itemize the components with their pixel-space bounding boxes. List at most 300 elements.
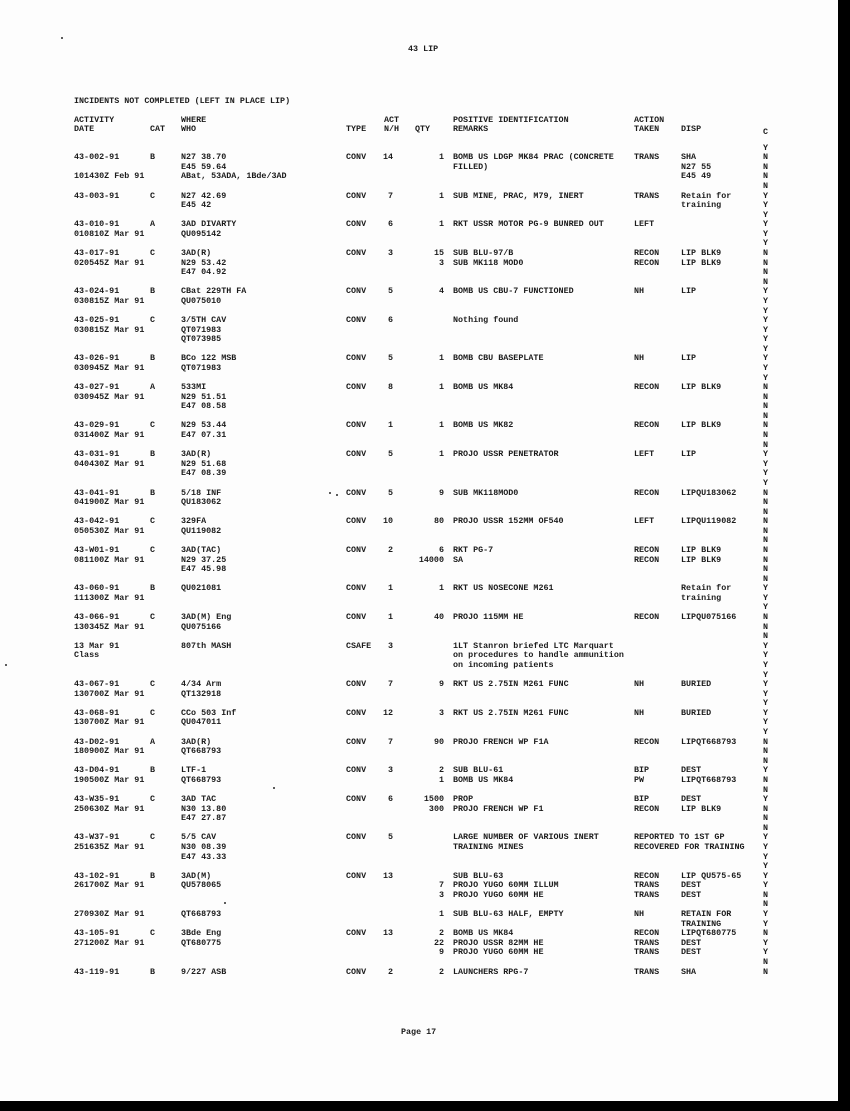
record-activity: 130700Z Mar 91 xyxy=(74,688,145,699)
record-action: BIP xyxy=(634,765,650,776)
c-flag: Y xyxy=(763,679,769,690)
scan-speck xyxy=(336,494,338,496)
record-type: CONV xyxy=(346,583,367,594)
c-flag: Y xyxy=(763,650,769,661)
column-header-cat: CAT xyxy=(150,124,166,134)
c-flag: Y xyxy=(763,219,769,230)
record-activity: 130345Z Mar 91 xyxy=(74,621,145,632)
record-qty: 3 xyxy=(438,707,444,718)
record-activity: 020545Z Mar 91 xyxy=(74,257,145,268)
c-flag: Y xyxy=(763,870,769,881)
record-cat: B xyxy=(150,353,156,364)
c-flag: Y xyxy=(763,841,769,852)
c-flag: Y xyxy=(763,353,769,364)
record-cat: B xyxy=(150,152,156,163)
record-activity: 030815Z Mar 91 xyxy=(74,295,145,306)
record-cat: A xyxy=(150,382,156,393)
record-where: 3AD(M) xyxy=(181,870,212,881)
record-action: RECON xyxy=(634,545,660,555)
record-disp: LIP BLK9 xyxy=(681,545,722,555)
record-action: RECON xyxy=(634,248,660,258)
c-flag: Y xyxy=(763,209,769,220)
c-flag: N xyxy=(763,554,769,565)
record-remarks: PROJO FRENCH WP F1 xyxy=(453,803,544,814)
record-where: E47 07.31 xyxy=(181,430,227,440)
c-flag: Y xyxy=(763,343,769,354)
record-disp: DEST xyxy=(681,947,702,958)
record-activity: 43-024-91 xyxy=(74,286,120,297)
record-cat: A xyxy=(150,219,156,230)
c-flag: Y xyxy=(763,295,769,306)
record-disp: DEST xyxy=(681,794,702,804)
record-remarks: Nothing found xyxy=(453,315,519,325)
record-type: CONV xyxy=(346,248,367,258)
c-flag: Y xyxy=(763,688,769,699)
column-header-who: WHO xyxy=(181,124,197,134)
record-where: N29 51.51 xyxy=(181,391,227,402)
record-where: QT668793 xyxy=(181,746,222,757)
record-qty: 6 xyxy=(438,545,444,555)
record-disp: LIP xyxy=(681,353,697,364)
record-qty: 1500 xyxy=(423,794,444,804)
column-header-activity: ACTIVITY xyxy=(74,115,115,125)
c-flag: N xyxy=(763,956,769,967)
record-where: QU095142 xyxy=(181,228,222,239)
record-activity: 050530Z Mar 91 xyxy=(74,525,145,536)
record-qty: 2 xyxy=(438,765,444,776)
c-flag: N xyxy=(763,382,769,393)
c-flag: Y xyxy=(763,200,769,211)
record-qty: 1 xyxy=(438,382,444,393)
record-remarks: on incoming patients xyxy=(453,659,554,670)
c-flag: N xyxy=(763,391,769,402)
record-where: N29 53.42 xyxy=(181,257,227,268)
c-flag: N xyxy=(763,410,769,421)
record-activity: 43-017-91 xyxy=(74,248,120,258)
record-action: LEFT xyxy=(634,449,655,460)
record-remarks: PROJO YUGO 60MM HE xyxy=(453,947,544,958)
record-nh: 3 xyxy=(387,640,393,651)
scan-edge-bottom xyxy=(0,1101,850,1111)
record-where: 3AD(TAC) xyxy=(181,545,222,555)
record-disp: LIPQT668793 xyxy=(681,736,737,747)
c-flag: Y xyxy=(763,372,769,383)
record-disp: LIP xyxy=(681,286,697,297)
record-activity: 43-068-91 xyxy=(74,707,120,718)
c-flag: Y xyxy=(763,449,769,460)
record-disp: Retain for xyxy=(681,190,732,201)
record-nh: 5 xyxy=(387,286,393,297)
record-action: NH xyxy=(634,679,645,690)
c-flag: Y xyxy=(763,334,769,345)
c-flag: N xyxy=(763,430,769,440)
record-activity: 43-102-91 xyxy=(74,870,120,881)
c-flag: Y xyxy=(763,286,769,297)
record-action: RECOVERED FOR TRAINING xyxy=(634,841,745,852)
record-cat: C xyxy=(150,516,156,527)
column-header-date: DATE xyxy=(74,124,95,134)
column-header-positive-identification: POSITIVE IDENTIFICATION xyxy=(453,115,569,125)
record-where: 3AD(M) Eng xyxy=(181,612,232,622)
record-qty: 1 xyxy=(438,583,444,594)
record-activity: 180900Z Mar 91 xyxy=(74,746,145,757)
record-qty: 300 xyxy=(428,803,444,814)
record-qty: 9 xyxy=(438,947,444,958)
record-disp: LIPQT680775 xyxy=(681,928,737,939)
record-where: QT680775 xyxy=(181,937,222,948)
c-flag: Y xyxy=(763,305,769,316)
record-remarks: PROJO 115MM HE xyxy=(453,612,524,622)
record-remarks: RKT US 2.75IN M261 FUNC xyxy=(453,679,569,690)
record-remarks: LAUNCHERS RPG-7 xyxy=(453,966,529,977)
record-cat: C xyxy=(150,679,156,690)
record-cat: C xyxy=(150,612,156,622)
record-where: 807th MASH xyxy=(181,640,232,651)
c-flag: N xyxy=(763,257,769,268)
record-where: E47 08.58 xyxy=(181,401,227,412)
c-flag: Y xyxy=(763,909,769,919)
record-nh: 5 xyxy=(387,832,393,843)
record-where: E47 43.33 xyxy=(181,851,227,862)
c-flag: N xyxy=(763,621,769,632)
record-activity: 101430Z Feb 91 xyxy=(74,171,145,182)
record-nh: 1 xyxy=(387,420,393,431)
record-where: QU021081 xyxy=(181,583,222,594)
record-action: RECON xyxy=(634,736,660,747)
record-where: N29 51.68 xyxy=(181,458,227,469)
record-disp: LIPQT668793 xyxy=(681,774,737,785)
record-where: 3AD(R) xyxy=(181,248,212,258)
record-cat: C xyxy=(150,420,156,431)
c-flag: Y xyxy=(763,717,769,728)
record-action: RECON xyxy=(634,554,660,565)
record-where: ABat, 53ADA, 1Bde/3AD xyxy=(181,171,287,182)
record-activity: 43-D02-91 xyxy=(74,736,120,747)
record-action: TRANS xyxy=(634,190,660,201)
c-flag: N xyxy=(763,746,769,757)
c-flag: N xyxy=(763,631,769,642)
column-header-c: C xyxy=(763,127,769,137)
record-action: TRANS xyxy=(634,880,660,891)
record-cat: B xyxy=(150,487,156,498)
column-header-remarks: REMARKS xyxy=(453,124,489,134)
record-disp: Retain for xyxy=(681,583,732,594)
record-nh: 6 xyxy=(387,315,393,325)
c-flag: N xyxy=(763,497,769,508)
record-action: RECON xyxy=(634,487,660,498)
record-activity: 041900Z Mar 91 xyxy=(74,497,145,508)
record-disp: training xyxy=(681,200,722,211)
record-action: NH xyxy=(634,707,645,718)
record-where: E47 45.98 xyxy=(181,564,227,575)
record-disp: LIP BLK9 xyxy=(681,257,722,268)
record-action: NH xyxy=(634,353,645,364)
c-flag: N xyxy=(763,248,769,258)
record-remarks: BOMB US CBU-7 FUNCTIONED xyxy=(453,286,574,297)
record-remarks: PROJO USSR PENETRATOR xyxy=(453,449,559,460)
c-flag: N xyxy=(763,822,769,833)
c-flag: Y xyxy=(763,190,769,201)
record-type: CONV xyxy=(346,516,367,527)
record-qty: 1 xyxy=(438,190,444,201)
record-type: CONV xyxy=(346,190,367,201)
record-where: N27 42.69 xyxy=(181,190,227,201)
record-qty: 40 xyxy=(433,612,444,622)
record-nh: 2 xyxy=(387,545,393,555)
c-flag: Y xyxy=(763,142,769,153)
record-disp: DEST xyxy=(681,880,702,891)
record-where: QT668793 xyxy=(181,909,222,919)
record-disp: SHA xyxy=(681,152,697,163)
c-flag: N xyxy=(763,276,769,287)
record-qty: 7 xyxy=(438,880,444,891)
record-where: 3AD(R) xyxy=(181,449,212,460)
record-activity: 270930Z Mar 91 xyxy=(74,909,145,919)
record-type: CONV xyxy=(346,219,367,230)
record-action: LEFT xyxy=(634,516,655,527)
record-action: RECON xyxy=(634,928,660,939)
c-flag: N xyxy=(763,506,769,517)
c-flag: N xyxy=(763,180,769,191)
record-nh: 13 xyxy=(382,870,393,881)
record-type: CONV xyxy=(346,832,367,843)
record-where: CCo 503 Inf xyxy=(181,707,237,718)
record-activity: Class xyxy=(74,650,100,661)
record-qty: 2 xyxy=(438,966,444,977)
record-action: RECON xyxy=(634,870,660,881)
record-where: 3AD(R) xyxy=(181,736,212,747)
record-action: BIP xyxy=(634,794,650,804)
record-disp: LIP BLK9 xyxy=(681,420,722,431)
record-activity: 13 Mar 91 xyxy=(74,640,120,651)
record-qty: 90 xyxy=(433,736,444,747)
c-flag: N xyxy=(763,545,769,555)
record-action: TRANS xyxy=(634,966,660,977)
c-flag: Y xyxy=(763,765,769,776)
record-activity: 43-W01-91 xyxy=(74,545,120,555)
record-where: E45 42 xyxy=(181,200,212,211)
record-remarks: TRAINING MINES xyxy=(453,841,524,852)
record-remarks: PROP xyxy=(453,794,474,804)
c-flag: Y xyxy=(763,918,769,929)
record-action: RECON xyxy=(634,257,660,268)
c-flag: N xyxy=(763,736,769,747)
record-where: QT073985 xyxy=(181,334,222,345)
column-header-taken: TAKEN xyxy=(634,124,660,134)
record-type: CONV xyxy=(346,449,367,460)
record-where: N30 13.80 xyxy=(181,803,227,814)
record-where: QU075010 xyxy=(181,295,222,306)
c-flag: N xyxy=(763,803,769,814)
record-disp: LIP BLK9 xyxy=(681,382,722,393)
c-flag: Y xyxy=(763,698,769,709)
record-action: TRANS xyxy=(634,937,660,948)
record-cat: C xyxy=(150,190,156,201)
record-action: NH xyxy=(634,909,645,919)
c-flag: Y xyxy=(763,324,769,335)
record-activity: 43-010-91 xyxy=(74,219,120,230)
record-where: E45 59.64 xyxy=(181,161,227,172)
c-flag: Y xyxy=(763,362,769,373)
record-where: QU075166 xyxy=(181,621,222,632)
record-activity: 43-041-91 xyxy=(74,487,120,498)
record-cat: C xyxy=(150,928,156,939)
record-disp: E45 49 xyxy=(681,171,712,182)
record-type: CONV xyxy=(346,315,367,325)
record-nh: 5 xyxy=(387,353,393,364)
record-action: RECON xyxy=(634,612,660,622)
record-remarks: on procedures to handle ammunition xyxy=(453,650,624,661)
record-cat: C xyxy=(150,248,156,258)
record-activity: 271200Z Mar 91 xyxy=(74,937,145,948)
record-action: TRANS xyxy=(634,152,660,163)
record-activity: 43-003-91 xyxy=(74,190,120,201)
record-qty: 9 xyxy=(438,487,444,498)
record-action: PW xyxy=(634,774,645,785)
record-type: CONV xyxy=(346,870,367,881)
record-activity: 43-002-91 xyxy=(74,152,120,163)
scan-speck xyxy=(329,492,331,494)
c-flag: Y xyxy=(763,947,769,958)
record-nh: 5 xyxy=(387,449,393,460)
record-remarks: SUB BLU-97/B xyxy=(453,248,514,258)
column-header-where: WHERE xyxy=(181,115,207,125)
record-cat: B xyxy=(150,765,156,776)
record-cat: B xyxy=(150,449,156,460)
record-activity: 010810Z Mar 91 xyxy=(74,228,145,239)
record-activity: 43-042-91 xyxy=(74,516,120,527)
c-flag: N xyxy=(763,267,769,278)
record-where: QT132918 xyxy=(181,688,222,699)
record-cat: C xyxy=(150,794,156,804)
record-where: E47 27.87 xyxy=(181,813,227,824)
c-flag: Y xyxy=(763,477,769,488)
c-flag: N xyxy=(763,612,769,622)
record-where: 5/5 CAV xyxy=(181,832,217,843)
record-action: RECON xyxy=(634,382,660,393)
record-activity: 43-D04-91 xyxy=(74,765,120,776)
record-nh: 2 xyxy=(387,966,393,977)
record-action: REPORTED TO 1ST GP xyxy=(634,832,725,843)
c-flag: Y xyxy=(763,640,769,651)
record-nh: 3 xyxy=(387,248,393,258)
page-number: Page 17 xyxy=(401,1027,437,1037)
record-where: QT071983 xyxy=(181,362,222,373)
record-disp: TRAINING xyxy=(681,918,722,929)
record-remarks: PROJO YUGO 60MM ILLUM xyxy=(453,880,559,891)
record-where: N27 38.70 xyxy=(181,152,227,163)
record-qty: 1 xyxy=(438,219,444,230)
record-disp: LIP BLK9 xyxy=(681,554,722,565)
record-activity: 43-W37-91 xyxy=(74,832,120,843)
record-activity: 261700Z Mar 91 xyxy=(74,880,145,891)
c-flag: Y xyxy=(763,861,769,872)
record-remarks: PROJO YUGO 60MM HE xyxy=(453,889,544,900)
record-qty: 4 xyxy=(438,286,444,297)
record-where: 3/5TH CAV xyxy=(181,315,227,325)
record-remarks: BOMB CBU BASEPLATE xyxy=(453,353,544,364)
c-flag: N xyxy=(763,573,769,584)
record-action: TRANS xyxy=(634,947,660,958)
record-remarks: RKT PG-7 xyxy=(453,545,494,555)
record-activity: 43-060-91 xyxy=(74,583,120,594)
record-activity: 081100Z Mar 91 xyxy=(74,554,145,565)
column-header-action: ACTION xyxy=(634,115,665,125)
record-remarks: SUB BLU-63 xyxy=(453,870,504,881)
record-cat: A xyxy=(150,736,156,747)
record-where: 9/227 ASB xyxy=(181,966,227,977)
record-remarks: 1LT Stanron briefed LTC Marquart xyxy=(453,640,614,651)
c-flag: N xyxy=(763,525,769,536)
record-activity: 250630Z Mar 91 xyxy=(74,803,145,814)
c-flag: N xyxy=(763,755,769,766)
record-activity: 040430Z Mar 91 xyxy=(74,458,145,469)
record-disp: SHA xyxy=(681,966,697,977)
c-flag: Y xyxy=(763,659,769,670)
section-title: INCIDENTS NOT COMPLETED (LEFT IN PLACE LIP) xyxy=(74,96,291,106)
c-flag: N xyxy=(763,813,769,824)
c-flag: N xyxy=(763,401,769,412)
record-nh: 1 xyxy=(387,583,393,594)
record-nh: 12 xyxy=(382,707,393,718)
scan-speck xyxy=(61,37,63,39)
record-where: E47 08.39 xyxy=(181,468,227,479)
record-disp: DEST xyxy=(681,937,702,948)
c-flag: N xyxy=(763,487,769,498)
record-activity: 030945Z Mar 91 xyxy=(74,362,145,373)
record-disp: LIPQU183062 xyxy=(681,487,737,498)
record-remarks: BOMB US LDGP MK84 PRAC (CONCRETE xyxy=(453,152,614,163)
record-nh: 7 xyxy=(387,736,393,747)
record-activity: 43-031-91 xyxy=(74,449,120,460)
record-disp: LIP xyxy=(681,449,697,460)
record-where: 4/34 Arm xyxy=(181,679,222,690)
record-type: CONV xyxy=(346,679,367,690)
record-nh: 8 xyxy=(387,382,393,393)
record-where: 329FA xyxy=(181,516,207,527)
record-disp: N27 55 xyxy=(681,161,712,172)
record-where: N29 37.25 xyxy=(181,554,227,565)
record-action: TRANS xyxy=(634,889,660,900)
record-type: CONV xyxy=(346,382,367,393)
column-header-act: ACT xyxy=(384,115,400,125)
record-action: LEFT xyxy=(634,219,655,230)
column-header-qty: QTY xyxy=(415,124,431,134)
c-flag: Y xyxy=(763,238,769,249)
c-flag: Y xyxy=(763,707,769,718)
record-qty: 3 xyxy=(438,889,444,900)
record-remarks: RKT USSR MOTOR PG-9 BUNRED OUT xyxy=(453,219,604,230)
record-where: 3Bde Eng xyxy=(181,928,222,939)
record-qty: 1 xyxy=(438,353,444,364)
record-activity: 031400Z Mar 91 xyxy=(74,430,145,440)
record-remarks: SA xyxy=(453,554,464,565)
record-where: LTF-1 xyxy=(181,765,207,776)
record-activity: 111300Z Mar 91 xyxy=(74,592,145,603)
record-remarks: SUB MK118 MOD0 xyxy=(453,257,524,268)
record-where: 3AD TAC xyxy=(181,794,217,804)
record-nh: 14 xyxy=(382,152,393,163)
record-remarks: SUB BLU-63 HALF, EMPTY xyxy=(453,909,564,919)
record-qty: 22 xyxy=(433,937,444,948)
record-activity: 030945Z Mar 91 xyxy=(74,391,145,402)
record-nh: 6 xyxy=(387,219,393,230)
record-qty: 2 xyxy=(438,928,444,939)
scan-speck xyxy=(273,787,275,789)
c-flag: N xyxy=(763,899,769,910)
c-flag: Y xyxy=(763,315,769,325)
c-flag: N xyxy=(763,928,769,939)
